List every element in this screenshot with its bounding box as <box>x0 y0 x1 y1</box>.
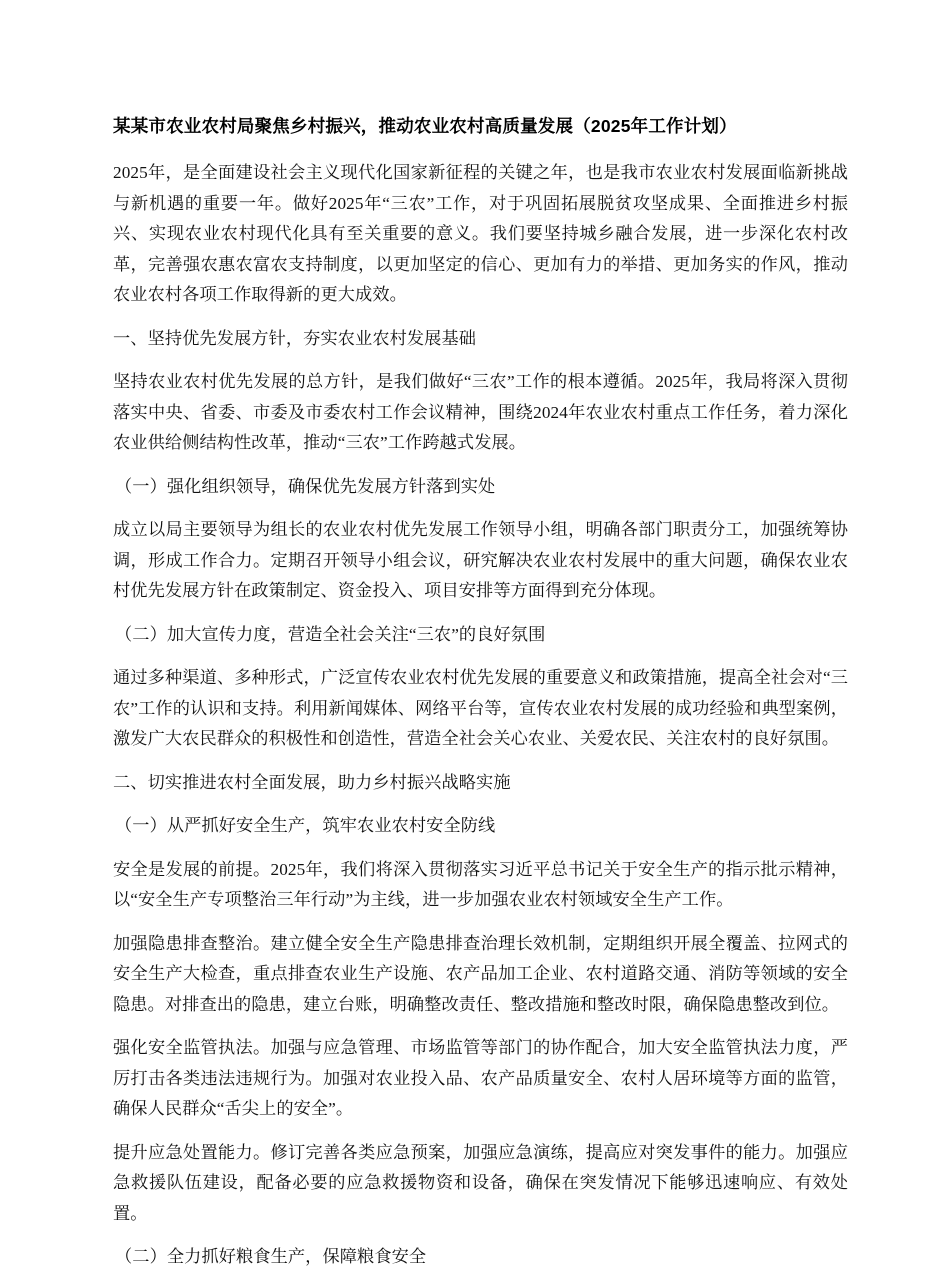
subsection-heading-two-two: （二）全力抓好粮食生产，保障粮食安全 <box>115 1247 427 1266</box>
section-one-lead-paragraph: 坚持农业农村优先发展的总方针，是我们做好“三农”工作的根本遵循。2025年，我局将深入贯彻落实中央、省委、市委及市委农村工作会议精神，围绕2024年农业农村重点工作任务，着力深化农业供给侧结构性改革，推动“三农”工作跨越式发展。 <box>113 372 848 452</box>
hazard-inspection-paragraph: 加强隐患排查整治。建立健全安全生产隐患排查治理长效机制，定期组织开展全覆盖、拉网式的安全生产大检查，重点排查农业生产设施、农产品加工企业、农村道路交通、消防等领域的安全隐患。对排查出的隐患，建立台账，明确整改责任、整改措施和整改时限，确保隐患整改到位。 <box>113 933 848 1014</box>
subsection-heading-two-one: （一）从严抓好安全生产，筑牢农业农村安全防线 <box>115 816 496 835</box>
page-title: 某某市农业农村局聚焦乡村振兴，推动农业农村高质量发展（2025年工作计划） <box>113 116 737 136</box>
subsection-two-one-paragraph: 安全是发展的前提。2025年，我们将深入贯彻落实习近平总书记关于安全生产的指示批示精神，以“安全生产专项整治三年行动”为主线，进一步加强农业农村领域安全生产工作。 <box>113 859 848 909</box>
emergency-response-paragraph: 提升应急处置能力。修订完善各类应急预案，加强应急演练，提高应对突发事件的能力。加强应急救援队伍建设，配备必要的应急救援物资和设备，确保在突发情况下能够迅速响应、有效处置。 <box>113 1142 848 1223</box>
section-heading-two: 二、切实推进农村全面发展，助力乡村振兴战略实施 <box>113 772 511 792</box>
subsection-heading-one-one: （一）强化组织领导，确保优先发展方针落到实处 <box>115 476 496 496</box>
subsection-one-two-paragraph: 通过多种渠道、多种形式，广泛宣传农业农村优先发展的重要意义和政策措施，提高全社会对“三农”工作的认识和支持。利用新闻媒体、网络平台等，宣传农业农村发展的成功经验和典型案例，激发广大农民群众的积极性和创造性，营造全社会关心农业、关爱农民、关注农村的良好氛围。 <box>113 668 848 748</box>
document-body <box>113 158 848 1273</box>
section-heading-one: 一、坚持优先发展方针，夯实农业农村发展基础 <box>113 328 477 348</box>
safety-supervision-paragraph: 强化安全监管执法。加强与应急管理、市场监管等部门的协作配合，加大安全监管执法力度，严厉打击各类违法违规行为。加强对农业投入品、农产品质量安全、农村人居环境等方面的监管，确保人民群众“舌尖上的安全”。 <box>113 1038 848 1118</box>
subsection-one-one-paragraph: 成立以局主要领导为组长的农业农村优先发展工作领导小组，明确各部门职责分工，加强统筹协调，形成工作合力。定期召开领导小组会议，研究解决农业农村发展中的重大问题，确保农业农村优先发展方针在政策制定、资金投入、项目安排等方面得到充分体现。 <box>113 520 848 600</box>
subsection-heading-one-two: （二）加大宣传力度，营造全社会关注“三农”的良好氛围 <box>115 624 546 644</box>
intro-paragraph: 2025年，是全面建设社会主义现代化国家新征程的关键之年，也是我市农业农村发展面临新挑战与新机遇的重要一年。做好2025年“三农”工作，对于巩固拓展脱贫攻坚成果、全面推进乡村振兴、实现农业农村现代化具有至关重要的意义。我们要坚持城乡融合发展，进一步深化农村改革，完善强农惠农富农支持制度，以更加坚定的信心、更加有力的举措、更加务实的作风，推动农业农村各项工作取得新的更大成效。 <box>113 163 848 304</box>
